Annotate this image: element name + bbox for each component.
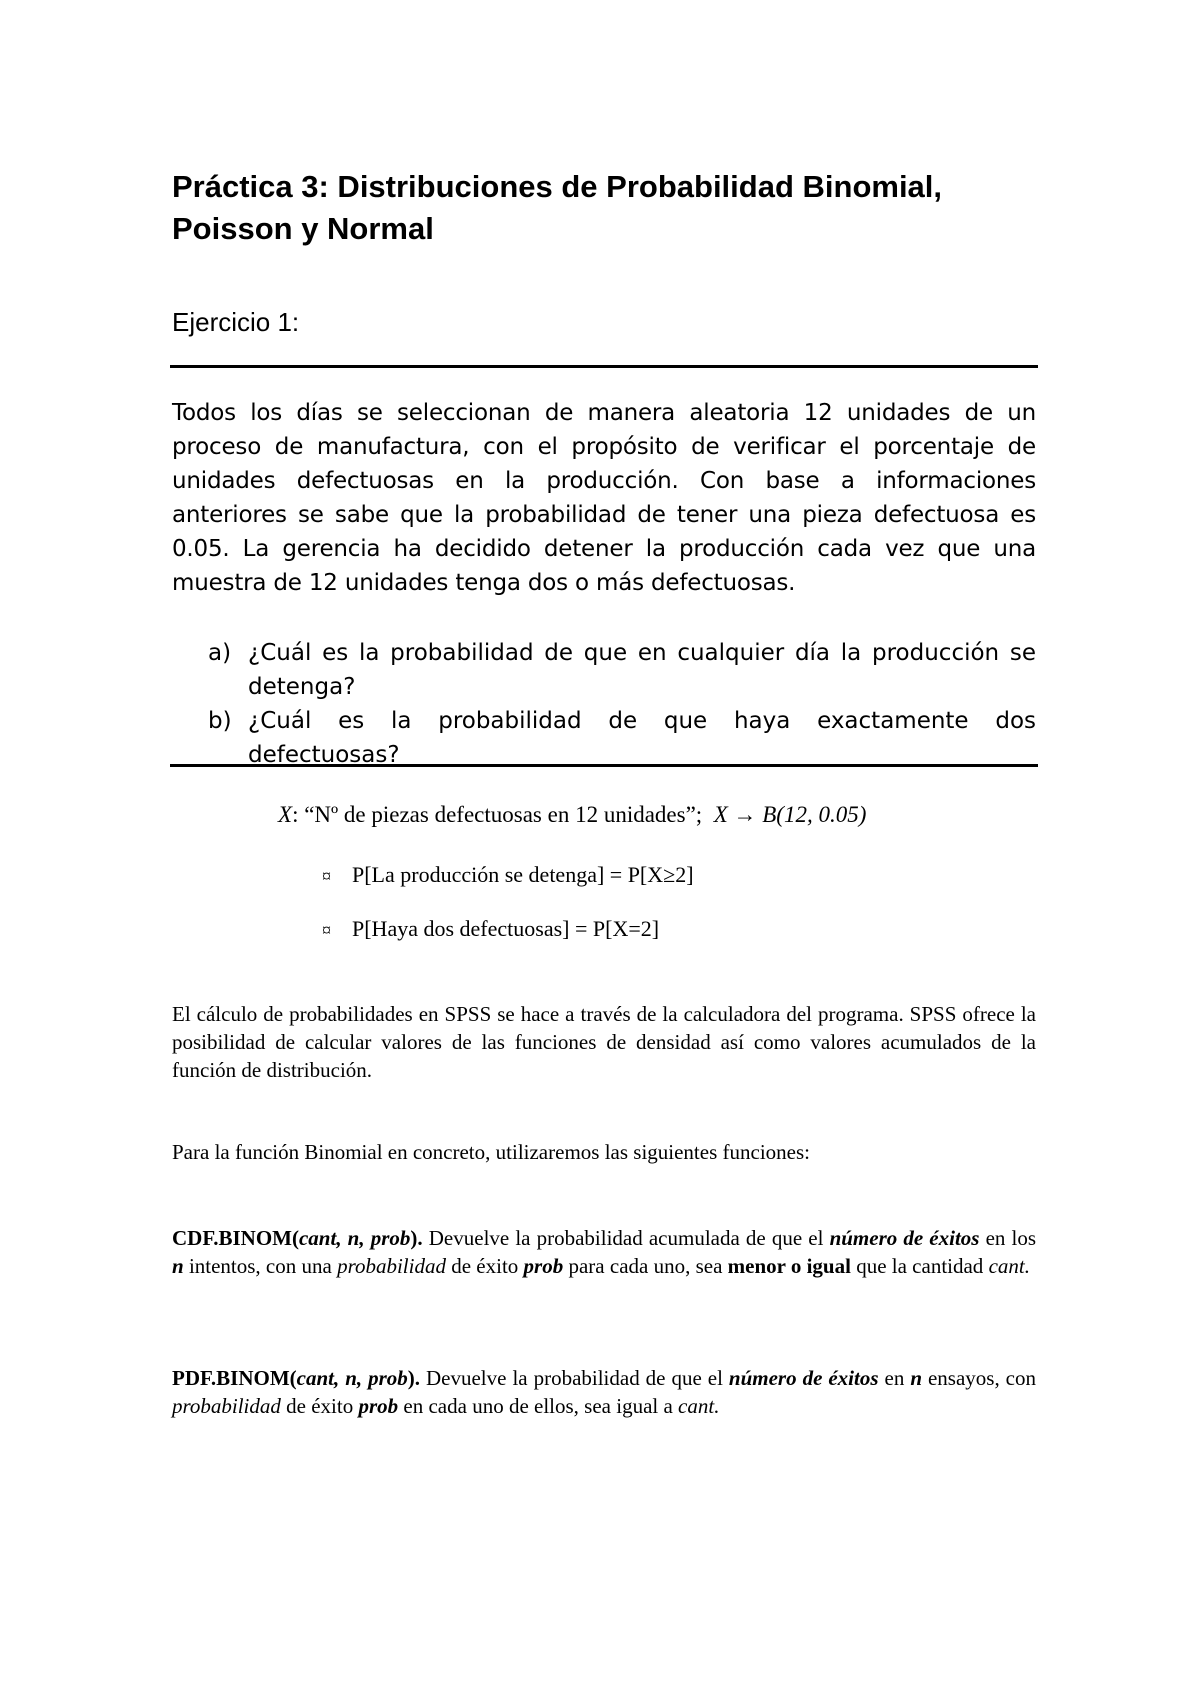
bullet-text: P[La producción se detenga] = P[X≥2] <box>352 862 694 887</box>
emphasis-run: probabilidad <box>172 1394 281 1418</box>
question-b <box>172 704 1036 772</box>
emphasis-run: prob <box>523 1254 564 1278</box>
currency-bullet-icon: ¤ <box>322 866 331 886</box>
problem-statement: Todos los días se seleccionan de manera aleatoria 12 unidades de un proceso de manufactura, con el propósito de verificar el porcentaje de unidades defectuosas en la producción. Con base a informaciones anteriores se sabe que la probabilidad de tener una pieza defectuosa es 0.05. La gerencia ha decidido detener la producción cada vez que una muestra de 12 unidades tenga dos o más defectuosas. <box>172 400 1036 596</box>
pdf-binom-description <box>172 1364 1036 1420</box>
emphasis-run: n <box>172 1254 184 1278</box>
bullet-text: P[Haya dos defectuosas] = P[X=2] <box>352 916 660 941</box>
text-run: Devuelve la probabilidad de que el <box>420 1366 729 1390</box>
text-run: que la cantidad <box>850 1254 989 1278</box>
function-name: CDF.BINOM( <box>172 1226 299 1250</box>
function-args: cant, n, prob <box>298 1226 411 1250</box>
binomial-functions-intro: Para la función Binomial en concreto, utilizaremos las siguientes funciones: <box>172 1140 810 1164</box>
emphasis-run: prob <box>358 1394 399 1418</box>
bullet-item <box>322 914 1022 945</box>
text-run: intentos, con una <box>183 1254 338 1278</box>
function-name: PDF.BINOM( <box>172 1366 297 1390</box>
variable-description: : “Nº de piezas defectuosas en 12 unidades”; <box>292 802 703 827</box>
question-label: b) <box>208 708 232 734</box>
top-divider <box>170 365 1038 368</box>
text-run: para cada uno, sea <box>563 1254 728 1278</box>
question-text: ¿Cuál es la probabilidad de que en cualquier día la producción se detenga? <box>248 640 1036 700</box>
title-line-2: Poisson y Normal <box>172 211 434 246</box>
text-run: ensayos, con <box>922 1366 1037 1390</box>
emphasis-run: cant. <box>988 1254 1030 1278</box>
function-close: ). <box>407 1366 421 1390</box>
text-run: en los <box>979 1226 1037 1250</box>
text-run: en cada uno de ellos, sea igual a <box>398 1394 679 1418</box>
title-line-1: Práctica 3: Distribuciones de Probabilidad Binomial, <box>172 169 943 204</box>
spss-intro-paragraph: El cálculo de probabilidades en SPSS se hace a través de la calculadora del programa. SPSS ofrece la posibilidad de calcular valores de las funciones de densidad así como valores acumulados de la función de distribución. <box>172 1002 1036 1082</box>
cdf-binom-description <box>172 1224 1036 1280</box>
text-run: de éxito <box>280 1394 359 1418</box>
emphasis-run: cant. <box>678 1394 720 1418</box>
bold-run: menor o igual <box>727 1254 851 1278</box>
currency-bullet-icon: ¤ <box>322 920 331 940</box>
question-a <box>172 636 1036 704</box>
text-run: en <box>878 1366 911 1390</box>
emphasis-run: n <box>910 1366 922 1390</box>
random-variable-definition <box>278 800 1038 830</box>
question-text: ¿Cuál es la probabilidad de que haya exactamente dos defectuosas? <box>248 708 1036 768</box>
bottom-divider <box>170 764 1038 767</box>
page-title <box>172 166 1072 250</box>
function-args: cant, n, prob <box>296 1366 408 1390</box>
bullet-item <box>322 860 1022 891</box>
question-list <box>172 636 1036 772</box>
variable-symbol: X <box>278 802 293 827</box>
emphasis-run: número de éxitos <box>829 1226 980 1250</box>
text-run: Devuelve la probabilidad acumulada de que el <box>422 1226 830 1250</box>
emphasis-run: número de éxitos <box>728 1366 879 1390</box>
function-close: ). <box>410 1226 423 1250</box>
emphasis-run: probabilidad <box>337 1254 446 1278</box>
distribution-notation: X → B(12, 0.05) <box>713 802 867 827</box>
exercise-label: Ejercicio 1: <box>172 307 300 337</box>
question-label: a) <box>208 640 232 666</box>
text-run: de éxito <box>445 1254 524 1278</box>
